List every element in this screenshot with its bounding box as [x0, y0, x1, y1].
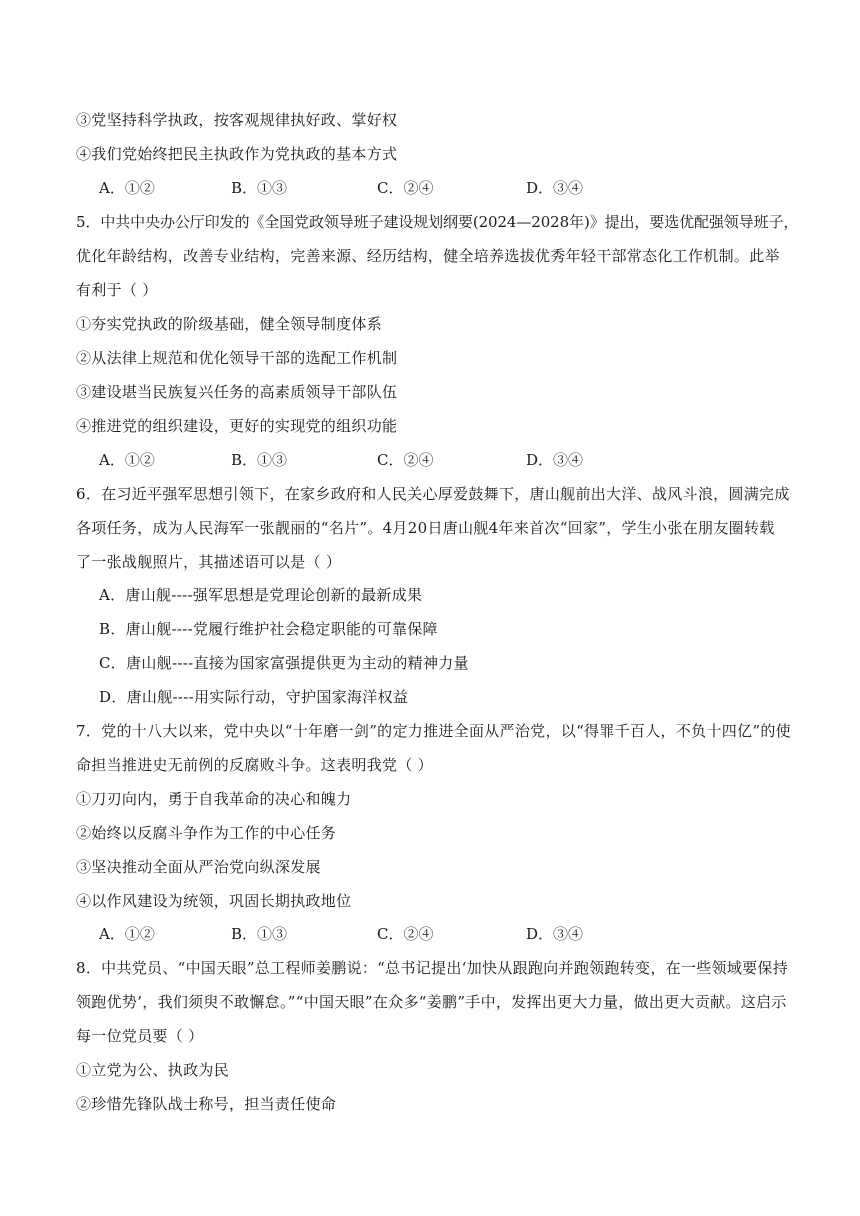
q7-stem-line-1: 7．党的十八大以来，党中央以“十年磨一剑”的定力推进全面从严治党，以“得罪千百人，不负十四亿”的使	[76, 722, 791, 740]
q5-stem-line-1: 5．中共中央办公厅印发的《全国党政领导班子建设规划纲要(2024—2028年)》提出，要选优配强领导班子，	[76, 213, 799, 231]
q4-option-c: C．②④	[377, 179, 434, 197]
q8-item-1: ①立党为公、执政为民	[76, 1061, 230, 1079]
q7-stem-line-2: 命担当推进史无前例的反腐败斗争。这表明我党（ ）	[76, 756, 433, 774]
q4-option-d: D．③④	[526, 179, 584, 197]
q4-item-4: ④我们党始终把民主执政作为党执政的基本方式	[76, 145, 398, 163]
q7-item-4: ④以作风建设为统领，巩固长期执政地位	[76, 892, 352, 910]
q5-option-b: B．①③	[231, 451, 288, 469]
q5-stem-line-3: 有利于（ ）	[76, 281, 158, 299]
q8-stem-line-1: 8．中共党员、“中国天眼”总工程师姜鹏说：“总书记提出‘加快从跟跑向并跑领跑转变，在一些领域要保持	[76, 959, 789, 977]
q6-stem-line-2: 各项任务，成为人民海军一张靓丽的“名片”。4月20日唐山舰4年来首次“回家”，学生小张在朋友圈转载	[76, 519, 775, 537]
q4-item-3: ③党坚持科学执政，按客观规律执好政、掌好权	[76, 111, 398, 129]
q5-option-a: A．①②	[99, 451, 155, 469]
q4-options	[99, 178, 659, 198]
q7-option-b: B．①③	[231, 925, 288, 943]
q8-stem-line-3: 每一位党员要（ ）	[76, 1027, 204, 1045]
q8-stem-line-2: 领跑优势’，我们须臾不敢懈怠。”“中国天眼”在众多“姜鹏”手中，发挥出更大力量，做出更大贡献。这启示	[76, 993, 787, 1011]
q4-option-a: A．①②	[99, 179, 155, 197]
q6-choice-b: B．唐山舰----党履行维护社会稳定职能的可靠保障	[99, 620, 438, 638]
q5-item-2: ②从法律上规范和优化领导干部的选配工作机制	[76, 349, 398, 367]
q6-stem-line-3: 了一张战舰照片，其描述语可以是（ ）	[76, 553, 342, 571]
q5-item-3: ③建设堪当民族复兴任务的高素质领导干部队伍	[76, 383, 398, 401]
q6-choice-a: A．唐山舰----强军思想是党理论创新的最新成果	[99, 586, 423, 604]
q7-item-3: ③坚决推动全面从严治党向纵深发展	[76, 858, 321, 876]
q7-option-c: C．②④	[377, 925, 434, 943]
q8-item-2: ②珍惜先锋队战士称号，担当责任使命	[76, 1095, 337, 1113]
q7-options	[99, 924, 659, 944]
q6-choice-c: C．唐山舰----直接为国家富强提供更为主动的精神力量	[99, 654, 469, 672]
q5-item-1: ①夯实党执政的阶级基础，健全领导制度体系	[76, 315, 383, 333]
q4-option-b: B．①③	[231, 179, 288, 197]
q7-item-1: ①刀刃向内，勇于自我革命的决心和魄力	[76, 790, 352, 808]
q7-option-a: A．①②	[99, 925, 155, 943]
q5-stem-line-2: 优化年龄结构，改善专业结构，完善来源、经历结构，健全培养选拔优秀年轻干部常态化工作机制。此举	[76, 247, 780, 265]
q5-options	[99, 450, 659, 470]
q7-option-d: D．③④	[526, 925, 584, 943]
q5-option-d: D．③④	[526, 451, 584, 469]
q6-choice-d: D．唐山舰----用实际行动，守护国家海洋权益	[99, 688, 409, 706]
q5-option-c: C．②④	[377, 451, 434, 469]
q6-stem-line-1: 6．在习近平强军思想引领下，在家乡政府和人民关心厚爱鼓舞下，唐山舰前出大洋、战风斗浪，圆满完成	[76, 485, 790, 503]
q7-item-2: ②始终以反腐斗争作为工作的中心任务	[76, 824, 337, 842]
q5-item-4: ④推进党的组织建设，更好的实现党的组织功能	[76, 417, 398, 435]
